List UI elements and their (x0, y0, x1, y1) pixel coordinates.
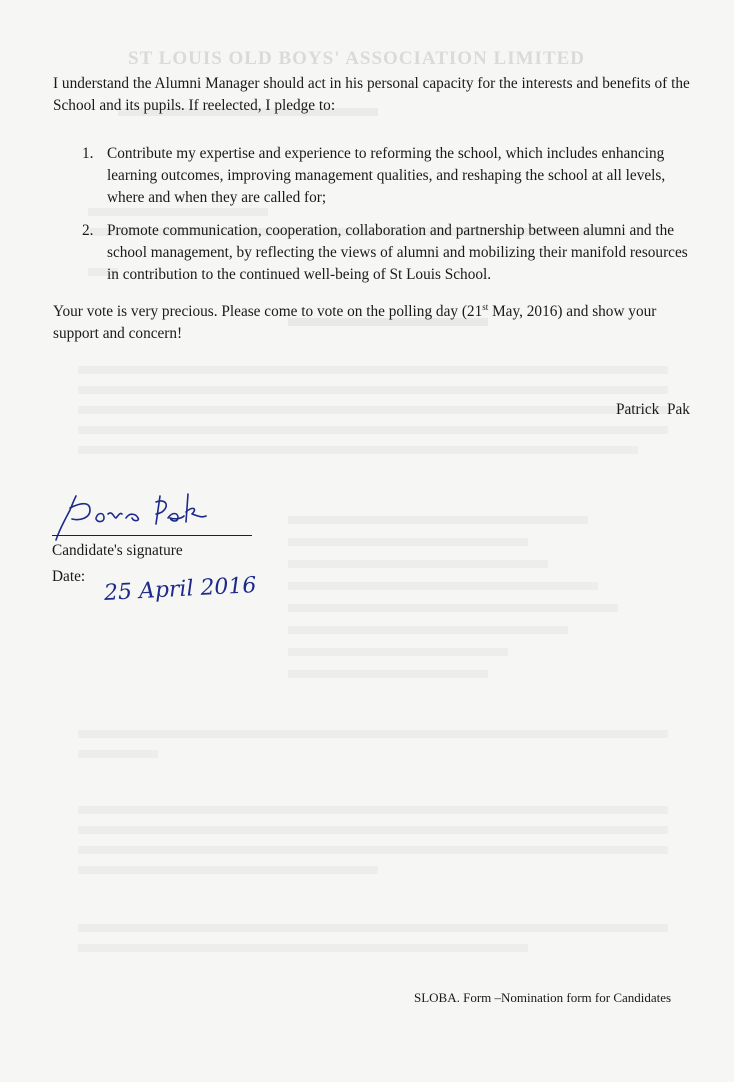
signature-text: Patrick Pak (52, 488, 57, 489)
candidate-name: Patrick Pak (616, 401, 690, 418)
pledge-number: 1. (82, 145, 94, 162)
pledge-number: 2. (82, 222, 94, 239)
handwritten-date (100, 566, 270, 610)
handwritten-signature (52, 488, 232, 548)
bleed-through-title: ST LOUIS OLD BOYS' ASSOCIATION LIMITED (128, 48, 586, 69)
pledge-text: Promote communication, cooperation, collaboration and partnership between alumni and the school management, by reflecting the views of alumni and mobilizing their manifold resources in contribution to the continued well-being of St Louis School. (107, 222, 688, 283)
signature-label: Candidate's signature (52, 542, 183, 559)
intro-paragraph: I understand the Alumni Manager should act in his personal capacity for the interests and benefits of the School and its pupils. If reelected, I pledge to: (53, 75, 690, 114)
form-footer: SLOBA. Form –Nomination form for Candidates (414, 990, 672, 1005)
vote-paragraph (53, 301, 703, 345)
date-label: Date: (52, 568, 86, 585)
pledge-text: Contribute my expertise and experience to reforming the school, which includes enhancing learning outcomes, improving management qualities, and reshaping the school at all levels, where and when they are called for; (107, 145, 666, 206)
date-value: 25 April 2016 (103, 573, 258, 606)
signature-line (52, 535, 252, 536)
vote-text-after: May, 2016) and show your support and concern! (53, 303, 657, 342)
vote-ordinal-suffix: st (482, 301, 489, 312)
vote-text-before: Your vote is very precious. Please come to vote on the polling day (21 (53, 303, 483, 320)
